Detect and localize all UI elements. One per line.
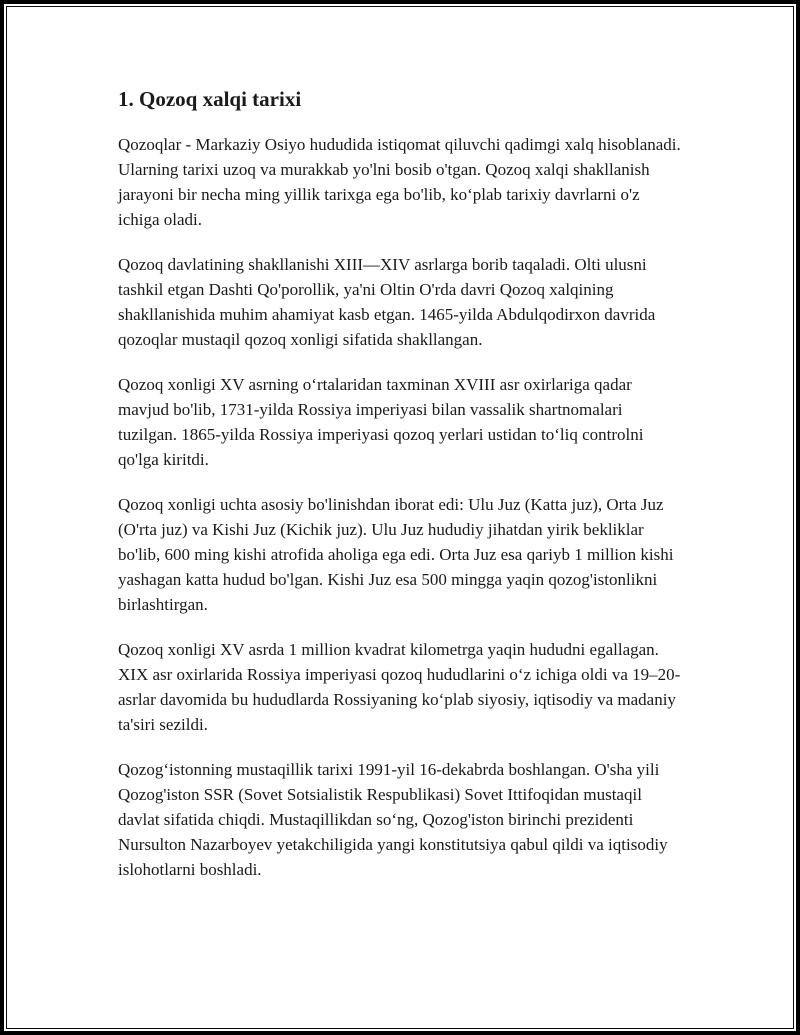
paragraph-independence: Qozogʻistonning mustaqillik tarixi 1991-yil 16-dekabrda boshlangan. O'sha yili Qozog'iston SSR (Sovet Sotsialistik Respublikasi) Sovet Ittifoqidan mustaqil davlat sifatida chiqdi. Mustaqillikdan soʻng, Qozog'iston birinchi prezidenti Nursulton Nazarboyev yetakchiligida yangi konstitutsiya qabul qildi va iqtisodiy islohotlarni boshladi. [118, 760, 668, 879]
paragraph-khanate-period: Qozoq xonligi XV asrning oʻrtalaridan taxminan XVIII asr oxirlariga qadar mavjud bo'lib, 1731-yilda Rossiya imperiyasi bilan vassalik shartnomalari tuzilgan. 1865-yilda Rossiya imperiyasi qozoq yerlari ustidan toʻliq controlni qo'lga kiritdi. [118, 375, 644, 469]
document-page [6, 6, 794, 1029]
paragraph-history-intro: Qozoqlar - Markaziy Osiyo hududida istiqomat qiluvchi qadimgi xalq hisoblanadi. Ularning tarixi uzoq va murakkab yo'lni bosib o'tgan. Qozoq xalqi shakllanish jarayoni bir necha ming yillik tarixga ega bo'lib, koʻplab tarixiy davrlarni o'z ichiga oladi. [118, 135, 681, 229]
paragraph-state-formation: Qozoq davlatining shakllanishi XIII—XIV asrlarga borib taqaladi. Olti ulusni tashkil etgan Dashti Qo'porollik, ya'ni Oltin O'rda davri Qozoq xalqining shakllanishida muhim ahamiyat kasb etgan. 1465-yilda Abdulqodirxon davrida qozoqlar mustaqil qozoq xonligi sifatida shakllangan. [118, 255, 656, 349]
paragraph-three-juz: Qozoq xonligi uchta asosiy bo'linishdan iborat edi: Ulu Juz (Katta juz), Orta Juz (O'rta juz) va Kishi Juz (Kichik juz). Ulu Juz hududiy jihatdan yirik bekliklar bo'lib, 600 ming kishi atrofida aholiga ega edi. Orta Juz esa qariyb 1 million kishi yashagan katta hudud bo'lgan. Kishi Juz esa 500 mingga yaqin qozog'istonlikni birlashtirgan. [118, 495, 674, 614]
document-heading: 1. Qozoq xalqi tarixi [118, 87, 302, 111]
paragraph-territory: Qozoq xonligi XV asrda 1 million kvadrat kilometrga yaqin hududni egallagan. XIX asr oxirlarida Rossiya imperiyasi qozoq hududlarini oʻz ichiga oldi va 19–20-asrlar davomida bu hududlarda Rossiyaning koʻplab siyosiy, iqtisodiy va madaniy ta'siri sezildi. [118, 640, 681, 734]
